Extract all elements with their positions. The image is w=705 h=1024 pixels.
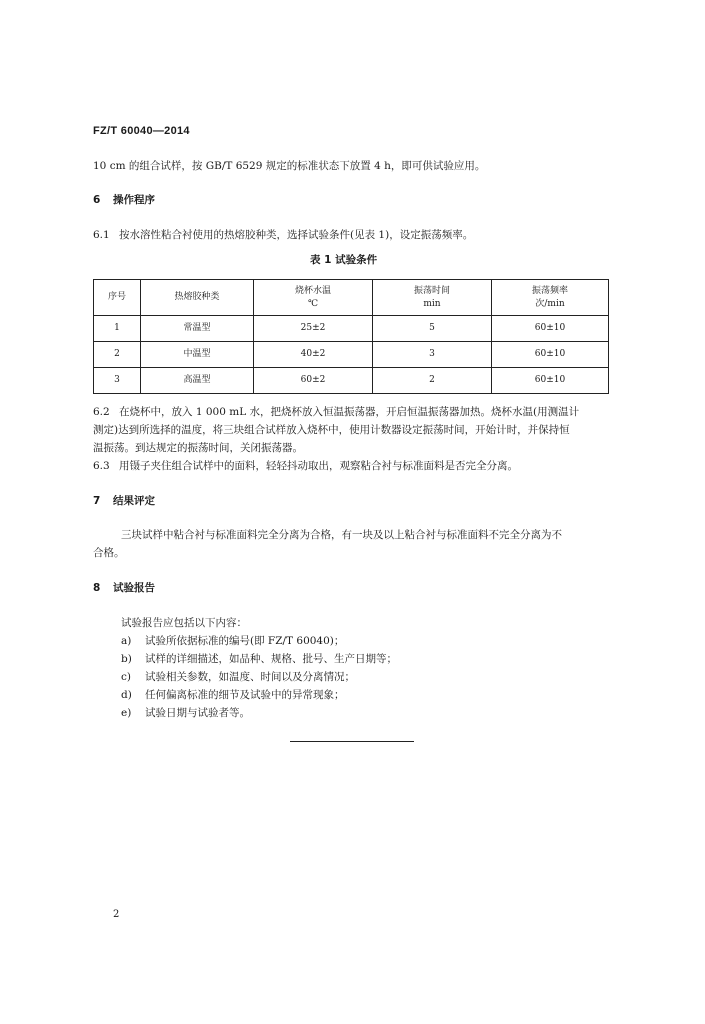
table-row — [94, 368, 609, 394]
clause-6-2-line-3: 温振荡。到达规定的振荡时间，关闭振荡器。 — [93, 442, 303, 454]
page-number: 2 — [113, 909, 120, 920]
section-7-paragraph — [93, 526, 562, 562]
section-7-number: 7 — [93, 495, 101, 507]
table-cell: 1 — [94, 316, 141, 342]
section-8-title: 试验报告 — [113, 582, 155, 594]
section-7-title: 结果评定 — [113, 495, 155, 507]
section-6-heading — [93, 192, 155, 207]
list-item: d) 任何偏离标准的细节及试验中的异常现象； — [121, 689, 345, 701]
table-cell: 2 — [94, 342, 141, 368]
table-cell: 60±10 — [492, 316, 609, 342]
header-cell-oscillation-frequency: 振荡频率 次/min — [492, 280, 609, 316]
table-cell: 中温型 — [141, 342, 254, 368]
test-conditions-table — [93, 279, 609, 394]
table-cell: 3 — [373, 342, 492, 368]
section-7-line-1: 三块试样中粘合衬与标准面料完全分离为合格，有一块及以上粘合衬与标准面料不完全分离为不 — [121, 529, 562, 541]
section-6-number: 6 — [93, 194, 101, 206]
table-cell: 60±10 — [492, 342, 609, 368]
section-8-lead: 试验报告应包括以下内容： — [121, 617, 247, 629]
table-header-row — [94, 280, 609, 316]
table-cell: 2 — [373, 368, 492, 394]
table-cell: 60±2 — [254, 368, 373, 394]
list-item: e) 试验日期与试验者等。 — [121, 707, 250, 719]
section-8-number: 8 — [93, 582, 101, 594]
list-item: c) 试验相关参数，如温度、时间以及分离情况； — [121, 671, 355, 683]
clause-6-2-number: 6.2 — [93, 406, 110, 418]
report-contents-list — [121, 632, 397, 722]
clause-6-1 — [93, 226, 473, 244]
clause-6-2-line-1: 在烧杯中，放入 1 000 mL 水，把烧杯放入恒温振荡器，开启恒温振荡器加热。烧杯水温(用测温计 — [119, 406, 580, 418]
table-row — [94, 316, 609, 342]
clause-6-1-text: 按水溶性粘合衬使用的热熔胶种类，选择试验条件(见表 1)，设定振荡频率。 — [119, 229, 474, 241]
table-cell: 25±2 — [254, 316, 373, 342]
table-cell: 5 — [373, 316, 492, 342]
standard-code-header: FZ/T 60040—2014 — [93, 125, 190, 137]
header-cell-water-temperature: 烧杯水温 ℃ — [254, 280, 373, 316]
clause-6-2-line-2: 测定)达到所选择的温度，将三块组合试样放入烧杯中，使用计数器设定振荡时间，开始计时，并保持恒 — [93, 424, 570, 436]
clause-6-1-number: 6.1 — [93, 229, 110, 241]
table-cell: 高温型 — [141, 368, 254, 394]
table-cell: 常温型 — [141, 316, 254, 342]
clause-6-3-number: 6.3 — [93, 460, 110, 472]
table-cell: 40±2 — [254, 342, 373, 368]
clause-6-2 — [93, 403, 579, 457]
section-7-line-2: 合格。 — [93, 547, 125, 559]
section-7-heading — [93, 493, 155, 508]
clause-6-3-text: 用镊子夹住组合试样中的面料，轻轻抖动取出，观察粘合衬与标准面料是否完全分离。 — [119, 460, 518, 472]
table-cell: 60±10 — [492, 368, 609, 394]
clause-6-3 — [93, 457, 518, 475]
section-8-heading — [93, 580, 155, 595]
end-rule — [290, 741, 414, 742]
table-caption: 表 1 试验条件 — [310, 254, 378, 266]
header-cell-oscillation-time: 振荡时间 min — [373, 280, 492, 316]
list-item: a) 试验所依据标准的编号(即 FZ/T 60040)； — [121, 635, 345, 647]
list-item: b) 试样的详细描述，如品种、规格、批号、生产日期等； — [121, 653, 397, 665]
intro-paragraph: 10 cm 的组合试样，按 GB/T 6529 规定的标准状态下放置 4 h，即可供试验应用。 — [93, 160, 486, 172]
table-cell: 3 — [94, 368, 141, 394]
section-6-title: 操作程序 — [113, 194, 155, 206]
header-cell-adhesive-type: 热熔胶种类 — [141, 280, 254, 316]
table-row — [94, 342, 609, 368]
header-cell-index: 序号 — [94, 280, 141, 316]
